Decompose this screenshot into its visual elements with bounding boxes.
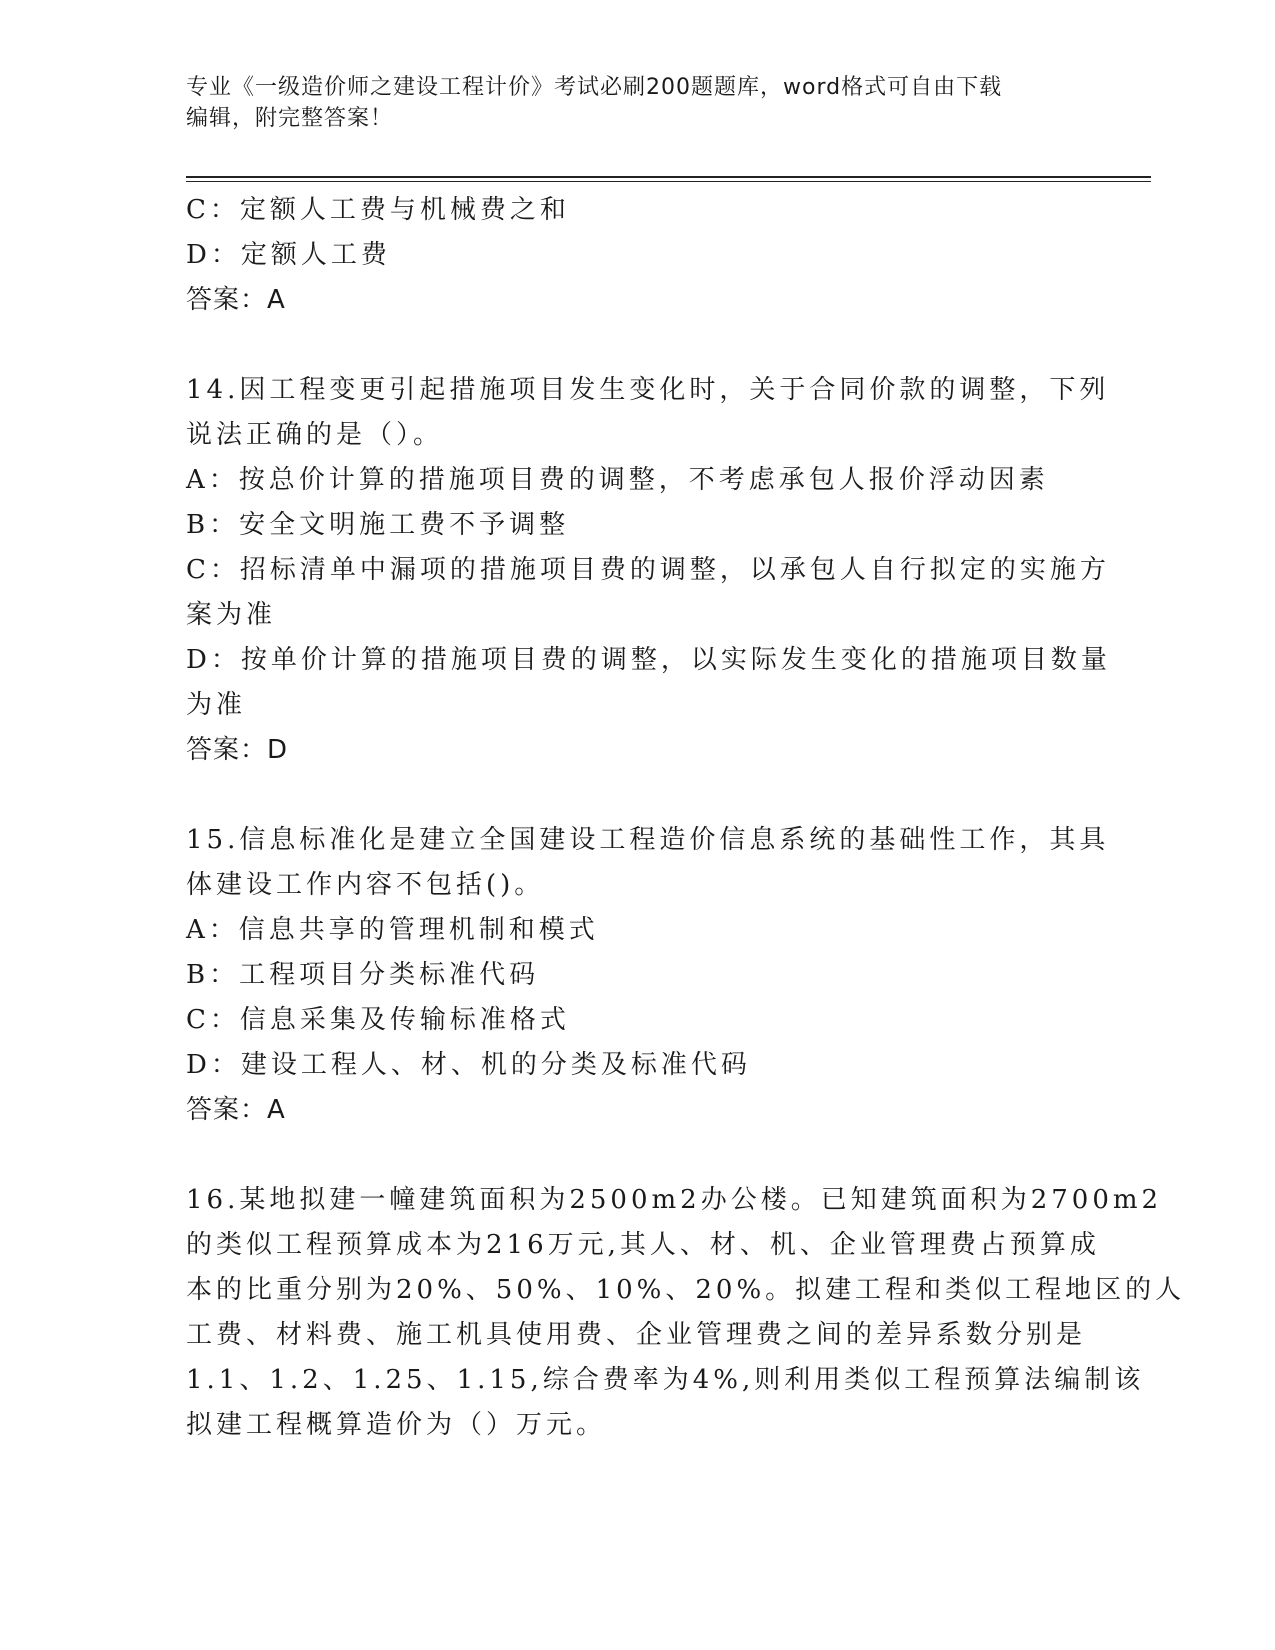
q16-stem-line-1: 16.某地拟建一幢建筑面积为2500m2办公楼。已知建筑面积为2700m2	[186, 1185, 1163, 1215]
q14-option-a: A：按总价计算的措施项目费的调整，不考虑承包人报价浮动因素	[186, 465, 1049, 495]
q15-stem-line-2: 体建设工作内容不包括()。	[186, 870, 545, 900]
q16-stem-line-4: 工费、材料费、施工机具使用费、企业管理费之间的差异系数分别是	[186, 1320, 1087, 1350]
q13-answer: 答案：A	[186, 285, 286, 315]
q16-stem-line-2: 的类似工程预算成本为216万元,其人、材、机、企业管理费占预算成	[186, 1230, 1100, 1260]
question-15	[186, 818, 1110, 1133]
q15-option-d: D：建设工程人、材、机的分类及标准代码	[186, 1050, 751, 1080]
q14-option-d-line-1: D：按单价计算的措施项目费的调整，以实际发生变化的措施项目数量	[186, 645, 1111, 675]
q16-stem-line-3: 本的比重分别为20%、50%、10%、20%。拟建工程和类似工程地区的人	[186, 1275, 1186, 1305]
question-16	[186, 1178, 1186, 1448]
q14-option-c-line-2: 案为准	[186, 600, 277, 630]
q14-option-d-line-2: 为准	[186, 690, 247, 720]
spacer	[186, 323, 1086, 368]
q14-stem-line-1: 14.因工程变更引起措施项目发生变化时，关于合同价款的调整，下列	[186, 375, 1110, 405]
q15-stem-line-1: 15.信息标准化是建立全国建设工程造价信息系统的基础性工作，其具	[186, 825, 1110, 855]
q14-option-c-line-1: C：招标清单中漏项的措施项目费的调整，以承包人自行拟定的实施方	[186, 555, 1110, 585]
header-divider	[186, 176, 1151, 182]
question-14	[186, 368, 1111, 773]
q15-option-c: C：信息采集及传输标准格式	[186, 1005, 570, 1035]
spacer	[186, 1133, 1086, 1178]
q14-stem-line-2: 说法正确的是（）。	[186, 420, 444, 450]
q14-answer: 答案：D	[186, 735, 289, 765]
q16-stem-line-5: 1.1、1.2、1.25、1.15,综合费率为4%,则利用类似工程预算法编制该	[186, 1365, 1145, 1395]
question-content	[186, 188, 1186, 1448]
document-header	[186, 72, 1086, 134]
q15-option-b: B：工程项目分类标准代码	[186, 960, 540, 990]
question-13-tail	[186, 188, 1086, 323]
header-line-1: 专业《一级造价师之建设工程计价》考试必刷200题题库，word格式可自由下载	[186, 75, 1003, 100]
q13-option-d: D：定额人工费	[186, 240, 391, 270]
spacer	[186, 773, 1086, 818]
header-line-2: 编辑，附完整答案！	[186, 106, 394, 131]
q13-option-c: C：定额人工费与机械费之和	[186, 195, 570, 225]
q15-option-a: A：信息共享的管理机制和模式	[186, 915, 599, 945]
q16-stem-line-6: 拟建工程概算造价为（）万元。	[186, 1410, 607, 1440]
q14-option-b: B：安全文明施工费不予调整	[186, 510, 570, 540]
q15-answer: 答案：A	[186, 1095, 286, 1125]
